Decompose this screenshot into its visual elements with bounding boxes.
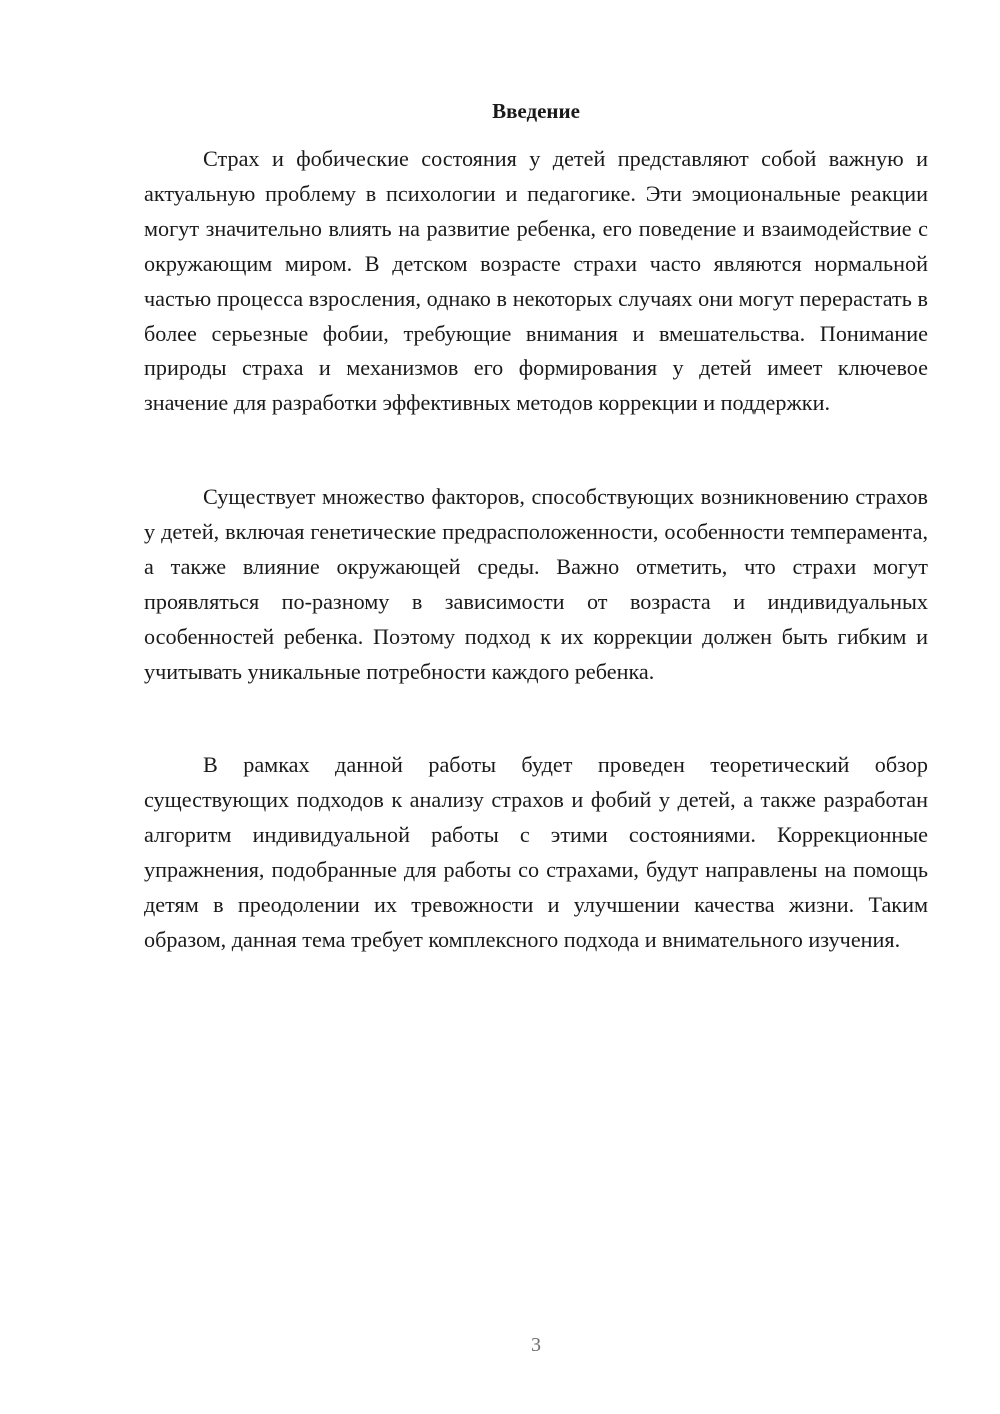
paragraph-3: В рамках данной работы будет проведен теоретический обзор существующих подходов к анализу страхов и фобий у детей, а также разработан алгоритм индивидуальной работы с этими состояниями. Коррекционные упражнения, подобранные для работы со страхами, будут направлены на помощь детям в преодолении их тревожности и улучшении качества жизни. Таким образом, данная тема требует комплексного подхода и внимательного изучения. — [144, 752, 928, 952]
page-title: Введение — [492, 99, 580, 123]
page-number: 3 — [531, 1334, 541, 1356]
paragraph-1: Страх и фобические состояния у детей представляют собой важную и актуальную проблему в психологии и педагогике. Эти эмоциональные реакции могут значительно влиять на развитие ребенка, его поведение и взаимодействие с окружающим миром. В детском возрасте страхи часто являются нормальной частью процесса взросления, однако в некоторых случаях они могут перерастать в более серьезные фобии, требующие внимания и вмешательства. Понимание природы страха и механизмов его формирования у детей имеет ключевое значение для разработки эффективных методов коррекции и поддержки. — [144, 146, 928, 416]
paragraph-2: Существует множество факторов, способствующих возникновению страхов у детей, включая генетические предрасположенности, особенности темперамента, а также влияние окружающей среды. Важно отметить, что страхи могут проявляться по-разному в зависимости от возраста и индивидуальных особенностей ребенка. Поэтому подход к их коррекции должен быть гибким и учитывать уникальные потребности каждого ребенка. — [144, 484, 928, 684]
